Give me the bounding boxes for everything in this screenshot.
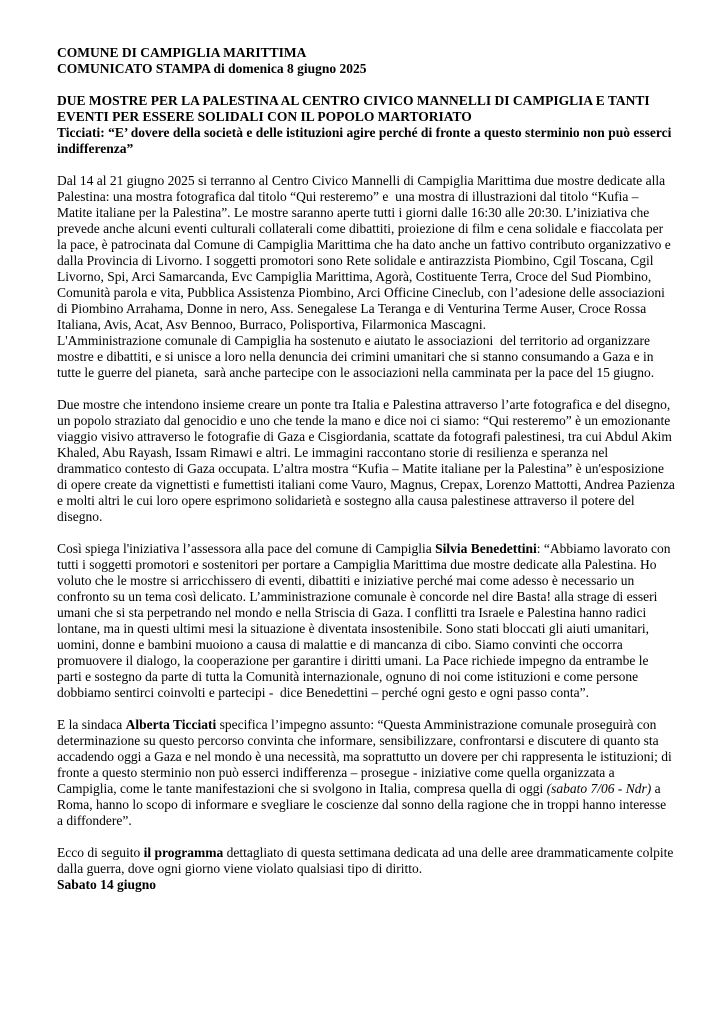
headline: DUE MOSTRE PER LA PALESTINA AL CENTRO CIVICO MANNELLI DI CAMPIGLIA E TANTI EVENTI PER ESSERE SOLIDALI CON IL POPOLO MARTORIATO: [57, 93, 653, 124]
program-day-heading: Sabato 14 giugno: [57, 877, 157, 892]
press-release-dateline: COMUNICATO STAMPA di domenica 8 giugno 2025: [57, 61, 367, 76]
text-run: a Roma, hanno lo scopo di informare e svegliare le coscienze dal sonno della ragione che in troppi hanno interesse a diffondere”.: [57, 781, 670, 828]
person-name-ticciati: Alberta Ticciati: [125, 717, 217, 732]
paragraph-exhibitions: Due mostre che intendono insieme creare un ponte tra Italia e Palestina attraverso l’arte fotografica e del disegno, un popolo straziato dal genocidio e uno che tende la mano e dice noi ci siamo: “Qui resteremo” è un emozionante viaggio visivo attraverso le fotografie di Gaza e Cisgiordania, scattate da fotografi palestinesi, tra cui Abdul Akim Khaled, Abu Rayash, Issam Rimawi e altri. Le immagini raccontano storie di resilienza e speranza nel drammatico contesto di Gaza occupata. L’altra mostra “Kufia – Matite italiane per la Palestina” è un'esposizione di opere create da vignettisti e fumettisti italiani come Vauro, Magnus, Crepax, Lorenzo Mattotti, Andrea Pazienza e molti altri le cui loro opere esprimono solidarietà e sostegno alla causa palestinese attraverso il potere del disegno.: [57, 397, 679, 524]
editorial-note: (sabato 7/06 - Ndr): [546, 781, 652, 796]
person-name-benedettini: Silvia Benedettini: [435, 541, 537, 556]
spacer: [57, 77, 675, 93]
program-emphasis: il programma: [143, 845, 224, 860]
text-run: specifica l’impegno assunto: “Questa Amministrazione comunale proseguirà con determinazione su questo percorso convinta che informare, sensibilizzare, confrontarsi e discutere di quanto sta accadendo oggi a Gaza e nel mondo è una necessità, ma soprattutto un dovere per chi rappresenta le istituzioni; di fronte a questo sterminio non può esserci indifferenza – prosegue - iniziative come quella organizzata a Campiglia, come le tante manifestazioni che si svolgono in Italia, compresa quella di oggi: [57, 717, 676, 796]
paragraph-program-intro: [57, 845, 675, 877]
paragraph-administration: L'Amministrazione comunale di Campiglia ha sostenuto e aiutato le associazioni del territorio ad organizzare mostre e dibattiti, e si unisce a loro nella denuncia dei crimini umanitari che si stanno consumando a Gaza e in tutte le guerre del pianeta, sarà anche partecipe con le associazioni nella camminata per la pace del 15 giugno.: [57, 333, 657, 380]
press-release-body: [57, 45, 679, 893]
text-run: dettagliato di questa settimana dedicata ad una delle aree drammaticamente colpite dalla guerra, dove ogni giorno viene violato qualsiasi tipo di diritto.: [57, 845, 677, 876]
spacer: [57, 829, 675, 845]
municipality-name: COMUNE DI CAMPIGLIA MARITTIMA: [57, 45, 307, 60]
spacer: [57, 701, 675, 717]
spacer: [57, 381, 675, 397]
subheadline-quote: Ticciati: “E’ dovere della società e delle istituzioni agire perché di fronte a questo sterminio non può esserci indifferenza”: [57, 125, 675, 156]
text-run: : “Abbiamo lavorato con tutti i soggetti promotori e sostenitori per portare a Campiglia Marittima due mostre dedicate alla Palestina. Ho voluto che le mostre si arricchissero di eventi, dibattiti e iniziative perché mai come adesso è necessario un confronto su un tema così delicato. L’amministrazione comunale è concorde nel dire Basta! alla strage di esseri umani che si sta perpetrando nel mondo e nella Striscia di Gaza. I conflitti tra Israele e Palestina hanno radici lontane, ma in questi ultimi mesi la situazione è diventata insostenibile. Sono stati bloccati gli aiuti umanitari, uomini, donne e bambini muoiono a causa di malattie e di mancanza di cibo. Siamo convinti che occorra promuovere il dialogo, la cooperazione per garantire i diritti umani. La Pace richiede impegno da entrambe le parti e sostegno da parte di tutta la Comunità internazionale, ognuno di noi come istituzioni e come persone dobbiamo sentirci coinvolti e partecipi - dice Benedettini – perché ogni gesto e ogni passo conta”.: [57, 541, 674, 700]
paragraph-intro: Dal 14 al 21 giugno 2025 si terranno al Centro Civico Mannelli di Campiglia Marittima due mostre dedicate alla Palestina: una mostra fotografica dal titolo “Qui resteremo” e una mostra di illustrazioni dal titolo “Kufia – Matite italiane per la Palestina”. Le mostre saranno aperte tutti i giorni dalle 16:30 alle 20:30. L’iniziativa che prevede anche alcuni eventi culturali collaterali come dibattiti, proiezione di film e cena solidale e fiaccolata per la pace, è patrocinata dal Comune di Campiglia Marittima che ha dato anche un fattivo contributo organizzativo e dalla Provincia di Livorno. I soggetti promotori sono Rete solidale e antirazzista Piombino, Cgil Toscana, Cgil Livorno, Spi, Arci Samarcanda, Evc Campiglia Marittima, Agorà, Costituente Terra, Croce del Sud Piombino, Comunità parola e vita, Pubblica Assistenza Piombino, Arci Officine Cineclub, con l’adesione delle associazioni di Piombino Arrahama, Donne in nero, Ass. Senegalese La Teranga e di Venturina Terme Auser, Croce Rossa Italiana, Avis, Acat, Asv Bennoo, Burraco, Polisportiva, Filarmonica Mascagni.: [57, 173, 675, 332]
spacer: [57, 525, 675, 541]
text-run: Così spiega l'iniziativa l’assessora alla pace del comune di Campiglia: [57, 541, 436, 556]
text-run: E la sindaca: [57, 717, 126, 732]
paragraph-ticciati-quote: [57, 717, 675, 829]
text-run: Ecco di seguito: [57, 845, 144, 860]
paragraph-benedettini-quote: [57, 541, 675, 701]
spacer: [57, 157, 675, 173]
